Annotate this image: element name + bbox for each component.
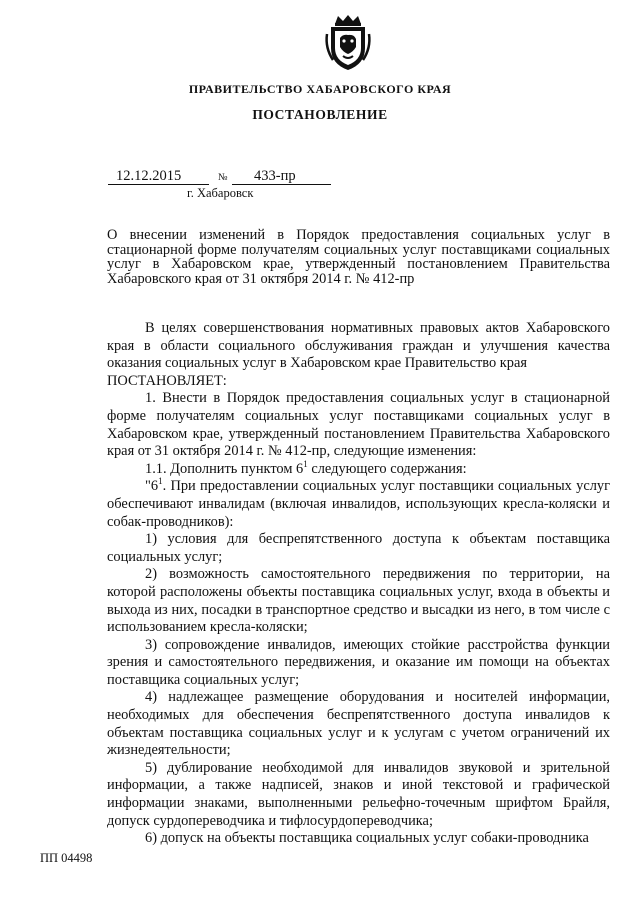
document-body — [107, 320, 610, 848]
list-item-6: 6) допуск на объекты поставщика социальных услуг собаки-проводника — [145, 830, 589, 847]
paragraph-6-1 — [107, 478, 610, 531]
coat-of-arms-icon — [323, 14, 373, 72]
document-type: ПОСТАНОВЛЕНИЕ — [252, 107, 388, 122]
paragraph-6-1-label: "6 — [145, 478, 159, 495]
document-number: 433-пр — [254, 168, 296, 184]
footer-code: ПП 04498 — [40, 851, 93, 865]
list-item-5: 5) дублирование необходимой для инвалидов звуковой и зрительной информации, а также надписей, знаков и иной текстовой и графической информации знаками, выполненными рельефно-точечным шрифтом Брайля, допуск сурдопереводчика и тифлосурдопереводчика; — [107, 759, 610, 829]
date-underline — [108, 184, 209, 185]
paragraph-1-1-text-end: следующего содержания: — [307, 460, 467, 477]
paragraph-1-1-text: 1.1. Дополнить пунктом 6 — [145, 460, 304, 477]
number-underline — [232, 184, 331, 185]
superscript: 1 — [303, 458, 308, 469]
list-item-4: 4) надлежащее размещение оборудования и носителей информации, необходимых для обеспечения беспрепятственного доступа инвалидов к объектам поставщика социальных услуг и к услугам с учетом ограничений их жизнедеятельности; — [107, 689, 610, 759]
paragraph-6-1-text: . При предоставлении социальных услуг поставщики социальных услуг обеспечивают инвалидам (включая инвалидов, использующих кресла-коляски и собак-проводников): — [107, 478, 610, 530]
list-item-3: 3) сопровождение инвалидов, имеющих стойкие расстройства функции зрения и самостоятельного передвижения, и оказание им помощи на объектах поставщика социальных услуг; — [107, 636, 610, 688]
document-date: 12.12.2015 — [116, 168, 182, 184]
intro-paragraph: В целях совершенствования нормативных правовых актов Хабаровского края в области социального обслуживания граждан и улучшения качества оказания социальных услуг в Хабаровском крае Правительство края — [107, 320, 610, 372]
document-city: г. Хабаровск — [187, 186, 254, 200]
number-sign: № — [218, 172, 228, 183]
paragraph-1: 1. Внести в Порядок предоставления социальных услуг в стационарной форме получателям социальных услуг поставщиками социальных услуг в Хабаровском крае, утвержденный постановлением Правительства Хабаровского края от 31 октября 2014 г. № 412-пр, следующие изменения: — [107, 390, 610, 460]
resolves-heading: ПОСТАНОВЛЯЕТ: — [107, 372, 227, 389]
paragraph-1-1 — [107, 458, 610, 479]
government-title: ПРАВИТЕЛЬСТВО ХАБАРОВСКОГО КРАЯ — [188, 82, 452, 96]
list-item-2: 2) возможность самостоятельного передвижения по территории, на которой расположены объекты поставщика социальных услуг, входа в объекты и выхода из них, посадки в транспортное средство и высадки из него, в том числе с использованием кресла-коляски; — [107, 566, 610, 636]
list-item-1: 1) условия для беспрепятственного доступа к объектам поставщика социальных услуг; — [107, 531, 610, 565]
superscript: 1 — [158, 476, 163, 487]
document-subject: О внесении изменений в Порядок предоставления социальных услуг в стационарной форме получателям социальных услуг поставщиками социальных услуг в Хабаровском крае, утвержденный постановлением Правительства Хабаровского края от 31 октября 2014 г. № 412-пр — [107, 227, 610, 287]
